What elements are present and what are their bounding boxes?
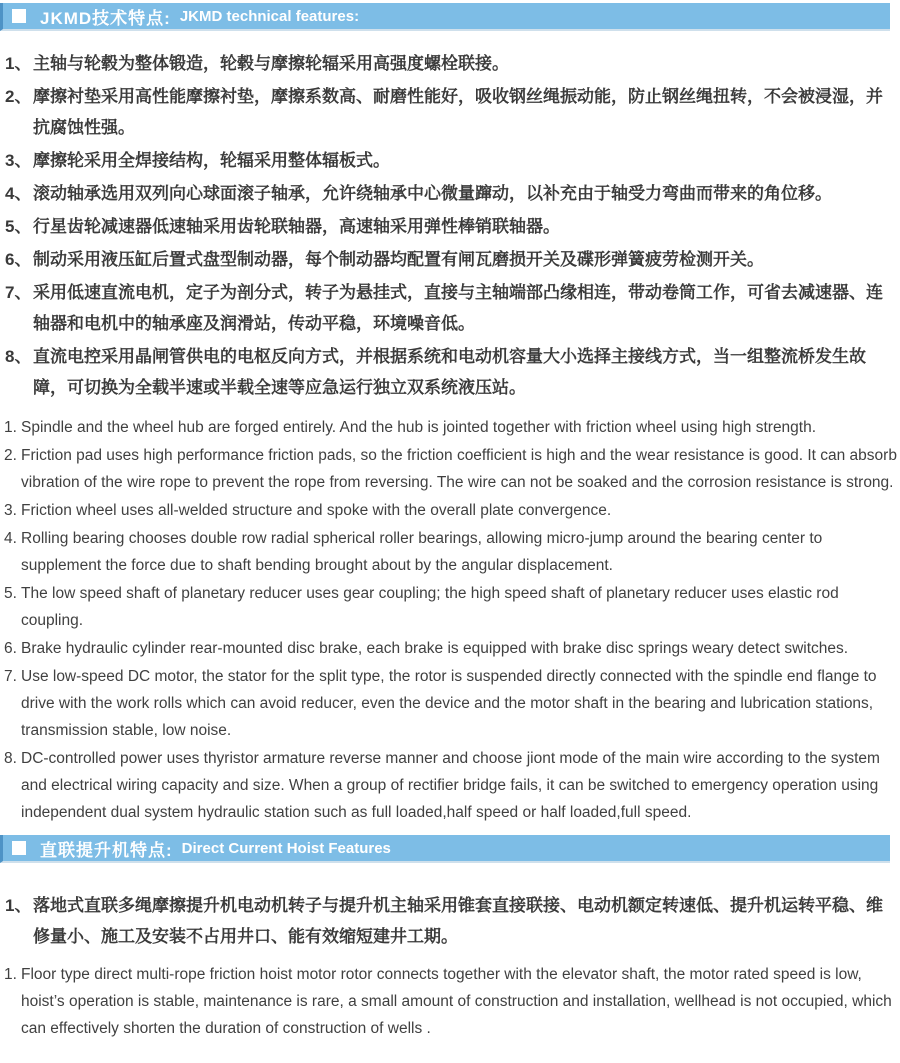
list-item-zh: [0, 244, 895, 275]
item-number: 1、: [5, 896, 32, 915]
item-text: 滚动轴承选用双列向心球面滚子轴承，允许绕轴承中心微量蹿动，以补充由于轴受力弯曲而带来的角位移。: [33, 184, 832, 203]
list-item-en: [0, 635, 898, 662]
white-square-icon: [12, 9, 26, 23]
item-number: 3、: [5, 151, 32, 170]
item-number: 7、: [5, 283, 32, 302]
item-number: 8、: [5, 347, 32, 366]
section2-title-zh: 直联提升机特点:: [40, 840, 173, 860]
list-item-zh: [0, 178, 895, 209]
list-item-en: [0, 525, 898, 579]
item-number: 8.: [4, 750, 17, 767]
list-item-zh: [0, 277, 895, 339]
item-number: 4.: [4, 530, 17, 547]
item-text: 制动采用液压缸后置式盘型制动器，每个制动器均配置有闸瓦磨损开关及碟形弹簧疲劳检测开关。: [33, 250, 764, 269]
item-number: 5、: [5, 217, 32, 236]
item-number: 1.: [4, 966, 17, 983]
item-text: 行星齿轮减速器低速轴采用齿轮联轴器，高速轴采用弹性棒销联轴器。: [33, 217, 560, 236]
item-text: 主轴与轮毂为整体锻造，轮毂与摩擦轮辐采用高强度螺栓联接。: [33, 54, 509, 73]
section2-english-list: [0, 961, 898, 1042]
item-text: DC-controlled power uses thyristor armature reverse manner and choose jiont mode of the main wire according to the system and electrical wiring capacity and size. When a group of rectifier bridge fails, it can be switched to emergency operation using independent dual system hydraulic station such as full loaded,half speed or half loaded,full speed.: [21, 750, 880, 821]
list-item-en: [0, 442, 898, 496]
list-item-en: [0, 580, 898, 634]
list-item-zh: [0, 145, 895, 176]
item-text: 直流电控采用晶闸管供电的电枢反向方式，并根据系统和电动机容量大小选择主接线方式，当一组整流桥发生故障，可切换为全载半速或半载全速等应急运行独立双系统液压站。: [33, 347, 866, 397]
section1-english-list: [0, 414, 898, 826]
item-text: 摩擦轮采用全焊接结构，轮辐采用整体辐板式。: [33, 151, 390, 170]
list-item-zh: [0, 890, 895, 952]
list-item-en: [0, 745, 898, 826]
item-text: Rolling bearing chooses double row radial spherical roller bearings, allowing micro-jump around the bearing center to supplement the force due to shaft bending brought about by the angular displacement.: [21, 530, 823, 574]
item-text: Friction wheel uses all-welded structure and spoke with the overall plate convergence.: [21, 502, 612, 519]
list-item-zh: [0, 48, 895, 79]
section2-chinese-list: [0, 890, 895, 952]
item-text: 采用低速直流电机，定子为剖分式，转子为悬挂式，直接与主轴端部凸缘相连，带动卷筒工作，可省去减速器、连轴器和电机中的轴承座及润滑站，传动平稳，环境噪音低。: [33, 283, 883, 333]
item-text: 落地式直联多绳摩擦提升机电动机转子与提升机主轴采用锥套直接联接、电动机额定转速低、提升机运转平稳、维修量小、施工及安装不占用井口、能有效缩短建井工期。: [33, 896, 883, 946]
item-text: 摩擦衬垫采用高性能摩擦衬垫，摩擦系数高、耐磨性能好，吸收钢丝绳振动能，防止钢丝绳扭转，不会被浸湿，并抗腐蚀性强。: [33, 87, 883, 137]
item-number: 1、: [5, 54, 32, 73]
item-number: 2、: [5, 87, 32, 106]
list-item-en: [0, 961, 898, 1042]
item-number: 4、: [5, 184, 32, 203]
list-item-zh: [0, 211, 895, 242]
item-text: Spindle and the wheel hub are forged entirely. And the hub is jointed together with friction wheel using high strength.: [21, 419, 817, 436]
item-text: Friction pad uses high performance friction pads, so the friction coefficient is high and the wear resistance is good. It can absorb vibration of the wire rope to prevent the rope from reversing. The wire can not be soaked and the corrosion resistance is strong.: [21, 447, 897, 491]
section2-header-bar: [0, 835, 890, 863]
section1-header-bar: [0, 3, 890, 31]
item-text: Floor type direct multi-rope friction hoist motor rotor connects together with the elevator shaft, the motor rated speed is low, hoist’s operation is stable, maintenance is rare, a small amount of construction and installation, wellhead is not occupied, which can effectively shorten the duration of construction of wells .: [21, 966, 892, 1037]
item-text: Use low-speed DC motor, the stator for the split type, the rotor is suspended directly connected with the spindle end flange to drive with the work rolls which can avoid reducer, even the device and the motor shaft in the bearing and lubrication stations, transmission stable, low noise.: [21, 668, 877, 739]
white-square-icon: [12, 841, 26, 855]
list-item-en: [0, 663, 898, 744]
section1-title-zh: JKMD技术特点:: [40, 8, 171, 28]
item-number: 6.: [4, 640, 17, 657]
item-number: 2.: [4, 447, 17, 464]
list-item-zh: [0, 341, 895, 403]
section1-chinese-list: [0, 48, 895, 403]
item-number: 3.: [4, 502, 17, 519]
item-number: 1.: [4, 419, 17, 436]
item-number: 7.: [4, 668, 17, 685]
item-number: 5.: [4, 585, 17, 602]
item-number: 6、: [5, 250, 32, 269]
section2-title-en: Direct Current Hoist Features: [181, 839, 391, 857]
item-text: The low speed shaft of planetary reducer uses gear coupling; the high speed shaft of planetary reducer uses elastic rod coupling.: [21, 585, 839, 629]
section1-title-en: JKMD technical features:: [179, 7, 360, 25]
list-item-en: [0, 414, 898, 441]
item-text: Brake hydraulic cylinder rear-mounted disc brake, each brake is equipped with brake disc springs weary detect switches.: [21, 640, 849, 657]
list-item-zh: [0, 81, 895, 143]
list-item-en: [0, 497, 898, 524]
